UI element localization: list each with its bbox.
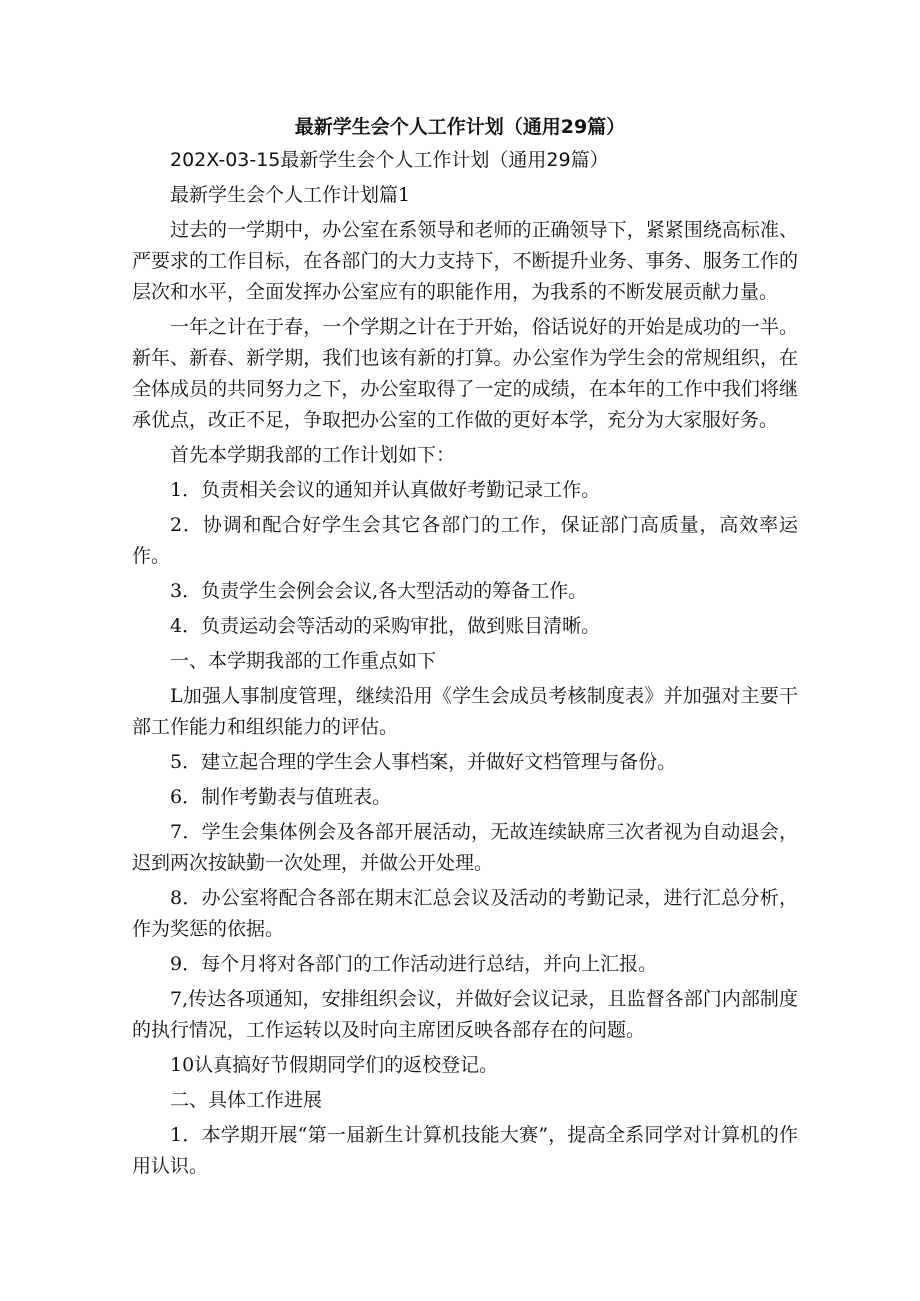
paragraph: 过去的一学期中，办公室在系领导和老师的正确领导下，紧紧围绕高标准、严要求的工作目标，在各部门的大力支持下，不断提升业务、事务、服务工作的层次和水平，全面发挥办公室应有的职能作用，为我系的不断发展贡献力量。	[132, 219, 798, 303]
list-item: 2．协调和配合好学生会其它各部门的工作，保证部门高质量，高效率运作。	[132, 514, 798, 567]
document-body	[132, 145, 798, 1182]
subheading: 一、本学期我部的工作重点如下	[170, 650, 437, 672]
list-item: 10认真搞好节假期同学们的返校登记。	[170, 1054, 499, 1076]
list-item: L加强人事制度管理，继续沿用《学生会成员考核制度表》并加强对主要干部工作能力和组织能力的评估。	[132, 685, 798, 738]
subheading: 二、具体工作进展	[170, 1089, 323, 1111]
list-item: 1．本学期开展“第一届新生计算机技能大赛”，提高全系同学对计算机的作用认识。	[132, 1124, 798, 1177]
list-item: 4．负责运动会等活动的采购审批，做到账目清晰。	[170, 615, 601, 637]
section-heading: 最新学生会个人工作计划篇1	[170, 184, 411, 206]
list-item: 5．建立起合理的学生会人事档案，并做好文档管理与备份。	[170, 751, 677, 773]
date-line: 202X-03-15最新学生会个人工作计划（通用29篇）	[170, 149, 609, 171]
document-title: 最新学生会个人工作计划（通用29篇）	[294, 116, 626, 138]
list-item: 6．制作考勤表与值班表。	[170, 786, 392, 808]
list-item: 7．学生会集体例会及各部开展活动，无故连续缺席三次者视为自动退会，迟到两次按缺勤一次处理，并做公开处理。	[132, 821, 798, 874]
list-item: 7,传达各项通知，安排组织会议，并做好会议记录，且监督各部门内部制度的执行情况，工作运转以及时向主席团反映各部存在的问题。	[132, 988, 798, 1041]
paragraph: 首先本学期我部的工作计划如下：	[170, 444, 456, 466]
list-item: 9．每个月将对各部门的工作活动进行总结，并向上汇报。	[170, 953, 658, 975]
list-item: 3．负责学生会例会会议,各大型活动的筹备工作。	[170, 580, 588, 602]
list-item: 1．负责相关会议的通知并认真做好考勤记录工作。	[170, 479, 601, 501]
paragraph: 一年之计在于春，一个学期之计在于开始，俗话说好的开始是成功的一半。新年、新春、新学期，我们也该有新的打算。办公室作为学生会的常规组织，在全体成员的共同努力之下，办公室取得了一定的成绩，在本年的工作中我们将继承优点，改正不足，争取把办公室的工作做的更好本学，充分为大家服好务。	[132, 316, 798, 431]
list-item: 8．办公室将配合各部在期末汇总会议及活动的考勤记录，进行汇总分析，作为奖惩的依据。	[132, 887, 798, 940]
